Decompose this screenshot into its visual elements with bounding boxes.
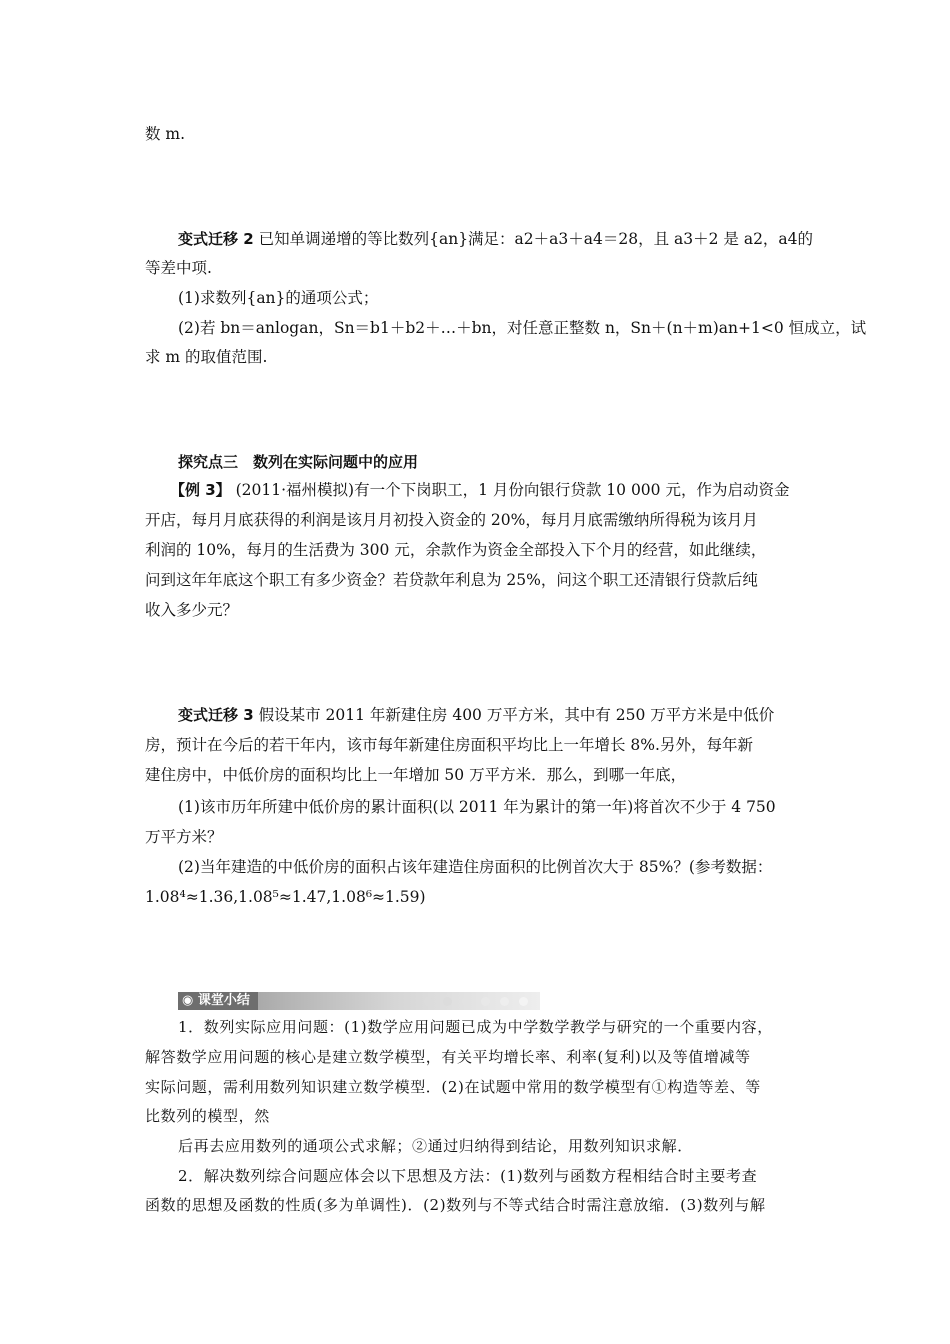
text-line: 数 m. <box>145 125 186 143</box>
text-line: (1)该市历年所建中低价房的累计面积(以 2011 年为累计的第一年)将首次不少于 4 750 <box>178 798 776 816</box>
text-line: 1.08⁴≈1.36,1.08⁵≈1.47,1.08⁶≈1.59) <box>145 888 426 906</box>
text-line: 收入多少元？ <box>145 601 239 619</box>
section-title: 探究点三 数列在实际问题中的应用 <box>178 453 419 471</box>
text-line: 解答数学应用问题的核心是建立数学模型，有关平均增长率、利率(复利)以及等值增减等 <box>145 1048 751 1066</box>
text-line: 比数列的模型，然 <box>145 1107 270 1125</box>
text-line: 利润的 10%，每月的生活费为 300 元，余款作为资金全部投入下个月的经营，如此继续， <box>145 541 767 559</box>
text-line: 后再去应用数列的通项公式求解；②通过归纳得到结论，用数列知识求解． <box>178 1137 693 1155</box>
text-line: 求 m 的取值范围. <box>145 348 268 366</box>
example-3-first-line <box>170 480 789 500</box>
variant-3-text: 假设某市 2011 年新建住房 400 万平方米，其中有 250 万平方米是中低价 <box>258 706 775 724</box>
text-line: 万平方米？ <box>145 828 223 846</box>
decorative-dot-icon <box>500 997 509 1006</box>
decorative-dot-icon <box>443 997 452 1006</box>
variant-2-text: 已知单调递增的等比数列{an}满足：a2＋a3＋a4＝28，且 a3＋2 是 a2，a4的 <box>258 230 814 248</box>
text-line: 房，预计在今后的若干年内，该市每年新建住房面积平均比上一年增长 8%.另外，每年新 <box>145 736 753 754</box>
decorative-dot-icon <box>424 997 433 1006</box>
text-line: 问到这年年底这个职工有多少资金？若贷款年利息为 25%，问这个职工还清银行贷款后纯 <box>145 571 758 589</box>
variant-2-first-line <box>178 229 813 249</box>
variant-2-heading: 变式迁移 2 <box>178 230 254 248</box>
text-line: 实际问题，需利用数列知识建立数学模型．(2)在试题中常用的数学模型有①构造等差、等 <box>145 1078 761 1096</box>
summary-banner <box>178 992 540 1010</box>
text-line: 建住房中，中低价房的面积均比上一年增加 50 万平方米．那么，到哪一年底， <box>145 766 687 784</box>
text-line: (2)若 bn＝anlogan，Sn＝b1＋b2＋…＋bn，对任意正整数 n，Sn＋(n＋m)an+1<0 恒成立，试 <box>178 319 867 337</box>
text-line: (1)求数列{an}的通项公式； <box>178 289 379 307</box>
variant-3-first-line <box>178 705 774 725</box>
text-line: (2)当年建造的中低价房的面积占该年建造住房面积的比例首次大于 85%？(参考数据： <box>178 858 773 876</box>
text-line: 等差中项. <box>145 259 212 277</box>
example-3-tag: 【例 3】 <box>170 481 231 499</box>
text-line: 开店，每月月底获得的利润是该月月初投入资金的 20%，每月月底需缴纳所得税为该月月 <box>145 511 758 529</box>
text-line: 1．数列实际应用问题：(1)数学应用问题已成为中学数学教学与研究的一个重要内容， <box>178 1018 773 1036</box>
variant-3-heading: 变式迁移 3 <box>178 706 254 724</box>
summary-title: ◉ 课堂小结 <box>178 992 258 1010</box>
decorative-dot-icon <box>519 997 528 1006</box>
example-3-text: (2011·福州模拟)有一个下岗职工，1 月份向银行贷款 10 000 元，作为启动资金 <box>235 481 790 499</box>
decorative-dot-icon <box>481 997 490 1006</box>
text-line: 函数的思想及函数的性质(多为单调性)．(2)数列与不等式结合时需注意放缩．(3)数列与解 <box>145 1196 766 1214</box>
text-line: 2．解决数列综合问题应体会以下思想及方法：(1)数列与函数方程相结合时主要考查 <box>178 1167 758 1185</box>
decorative-dot-icon <box>462 997 471 1006</box>
